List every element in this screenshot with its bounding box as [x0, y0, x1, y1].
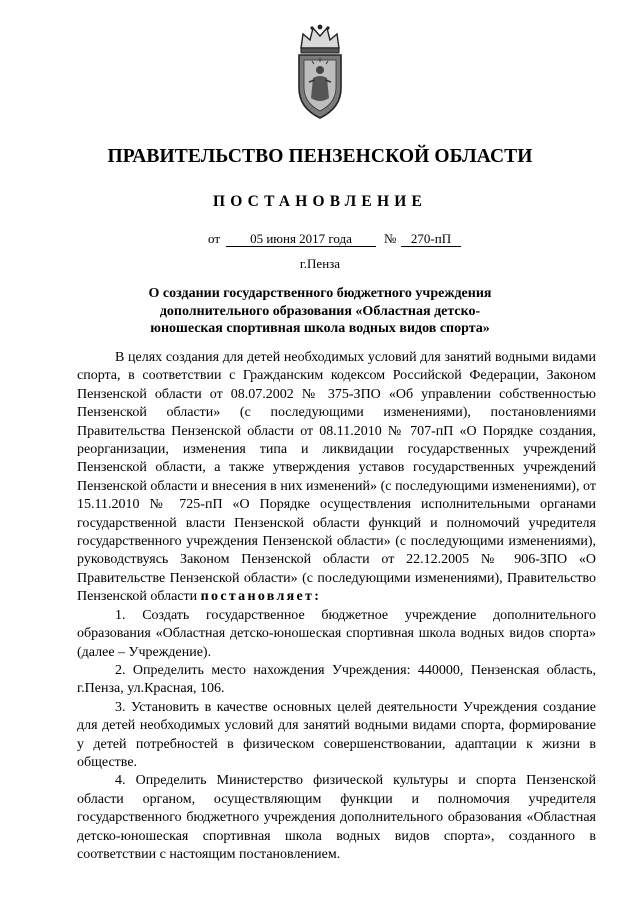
government-title: ПРАВИТЕЛЬСТВО ПЕНЗЕНСКОЙ ОБЛАСТИ	[107, 146, 533, 167]
list-item: 2. Определить место нахождения Учреждения: 440000, Пензенская область, г.Пенза, ул.Красная, 106.	[77, 662, 596, 697]
date-prefix: от	[208, 231, 221, 246]
preamble-paragraph	[77, 349, 596, 607]
document-date: 05 июня 2017 года	[226, 231, 376, 247]
penza-region-coat-of-arms-icon	[293, 22, 347, 122]
number-prefix: №	[384, 231, 397, 246]
preamble-text: В целях создания для детей необходимых условий для занятий водными видами спорта, в соответствии с Гражданским кодексом Российской Федерации, Законом Пензенской области от 08.07.2002 № 375-ЗПО «Об управлении собственностью Пензенской области» (с последующими изменениями), постановлениями Правительства Пензенской области от 08.11.2010 № 707-пП «О Порядке создания, реорганизации, изменения типа и ликвидации государственных учреждений Пензенской области, а также утверждения уставов государственных учреждений Пензенской области и внесения в них изменений» (с последующими изменениями), от 15.11.2010 № 725-пП «О Порядке осуществления исполнительными органами государственной власти Пензенской области функций и полномочий учредителя государственного учреждения Пензенской области» (с последующими изменениями), руководствуясь Законом Пензенской области от 22.12.2005 № 906-ЗПО «О Правительстве Пензенской области» (с последующими изменениями), Правительство Пензенской области	[77, 350, 596, 605]
document-body	[77, 349, 596, 864]
document-number: 270-пП	[401, 231, 461, 247]
document-subject: О создании государственного бюджетного учреждения дополнительного образования «Областная детско-юношеская спортивная школа водных видов спорта»	[148, 286, 492, 336]
resolves-word: постановляет:	[200, 589, 322, 605]
list-item: 3. Установить в качестве основных целей деятельности Учреждения создание для детей необходимых условий для занятий водными видами спорта, формирование у детей потребностей в физическом совершенствовании, адаптации к жизни в обществе.	[77, 699, 596, 770]
list-item: 1. Создать государственное бюджетное учреждение дополнительного образования «Областная детско-юношеская спортивная школа водных видов спорта» (далее – Учреждение).	[77, 607, 596, 660]
document-city: г.Пенза	[299, 256, 341, 271]
document-type-title: ПОСТАНОВЛЕНИЕ	[212, 193, 428, 210]
list-item: 4. Определить Министерство физической культуры и спорта Пензенской области органом, осуществляющим функции и полномочия учредителя государственного бюджетного учреждения дополнительного образования «Областная детско-юношеская спортивная школа водных видов спорта», созданного в соответствии с настоящим постановлением.	[77, 773, 596, 862]
